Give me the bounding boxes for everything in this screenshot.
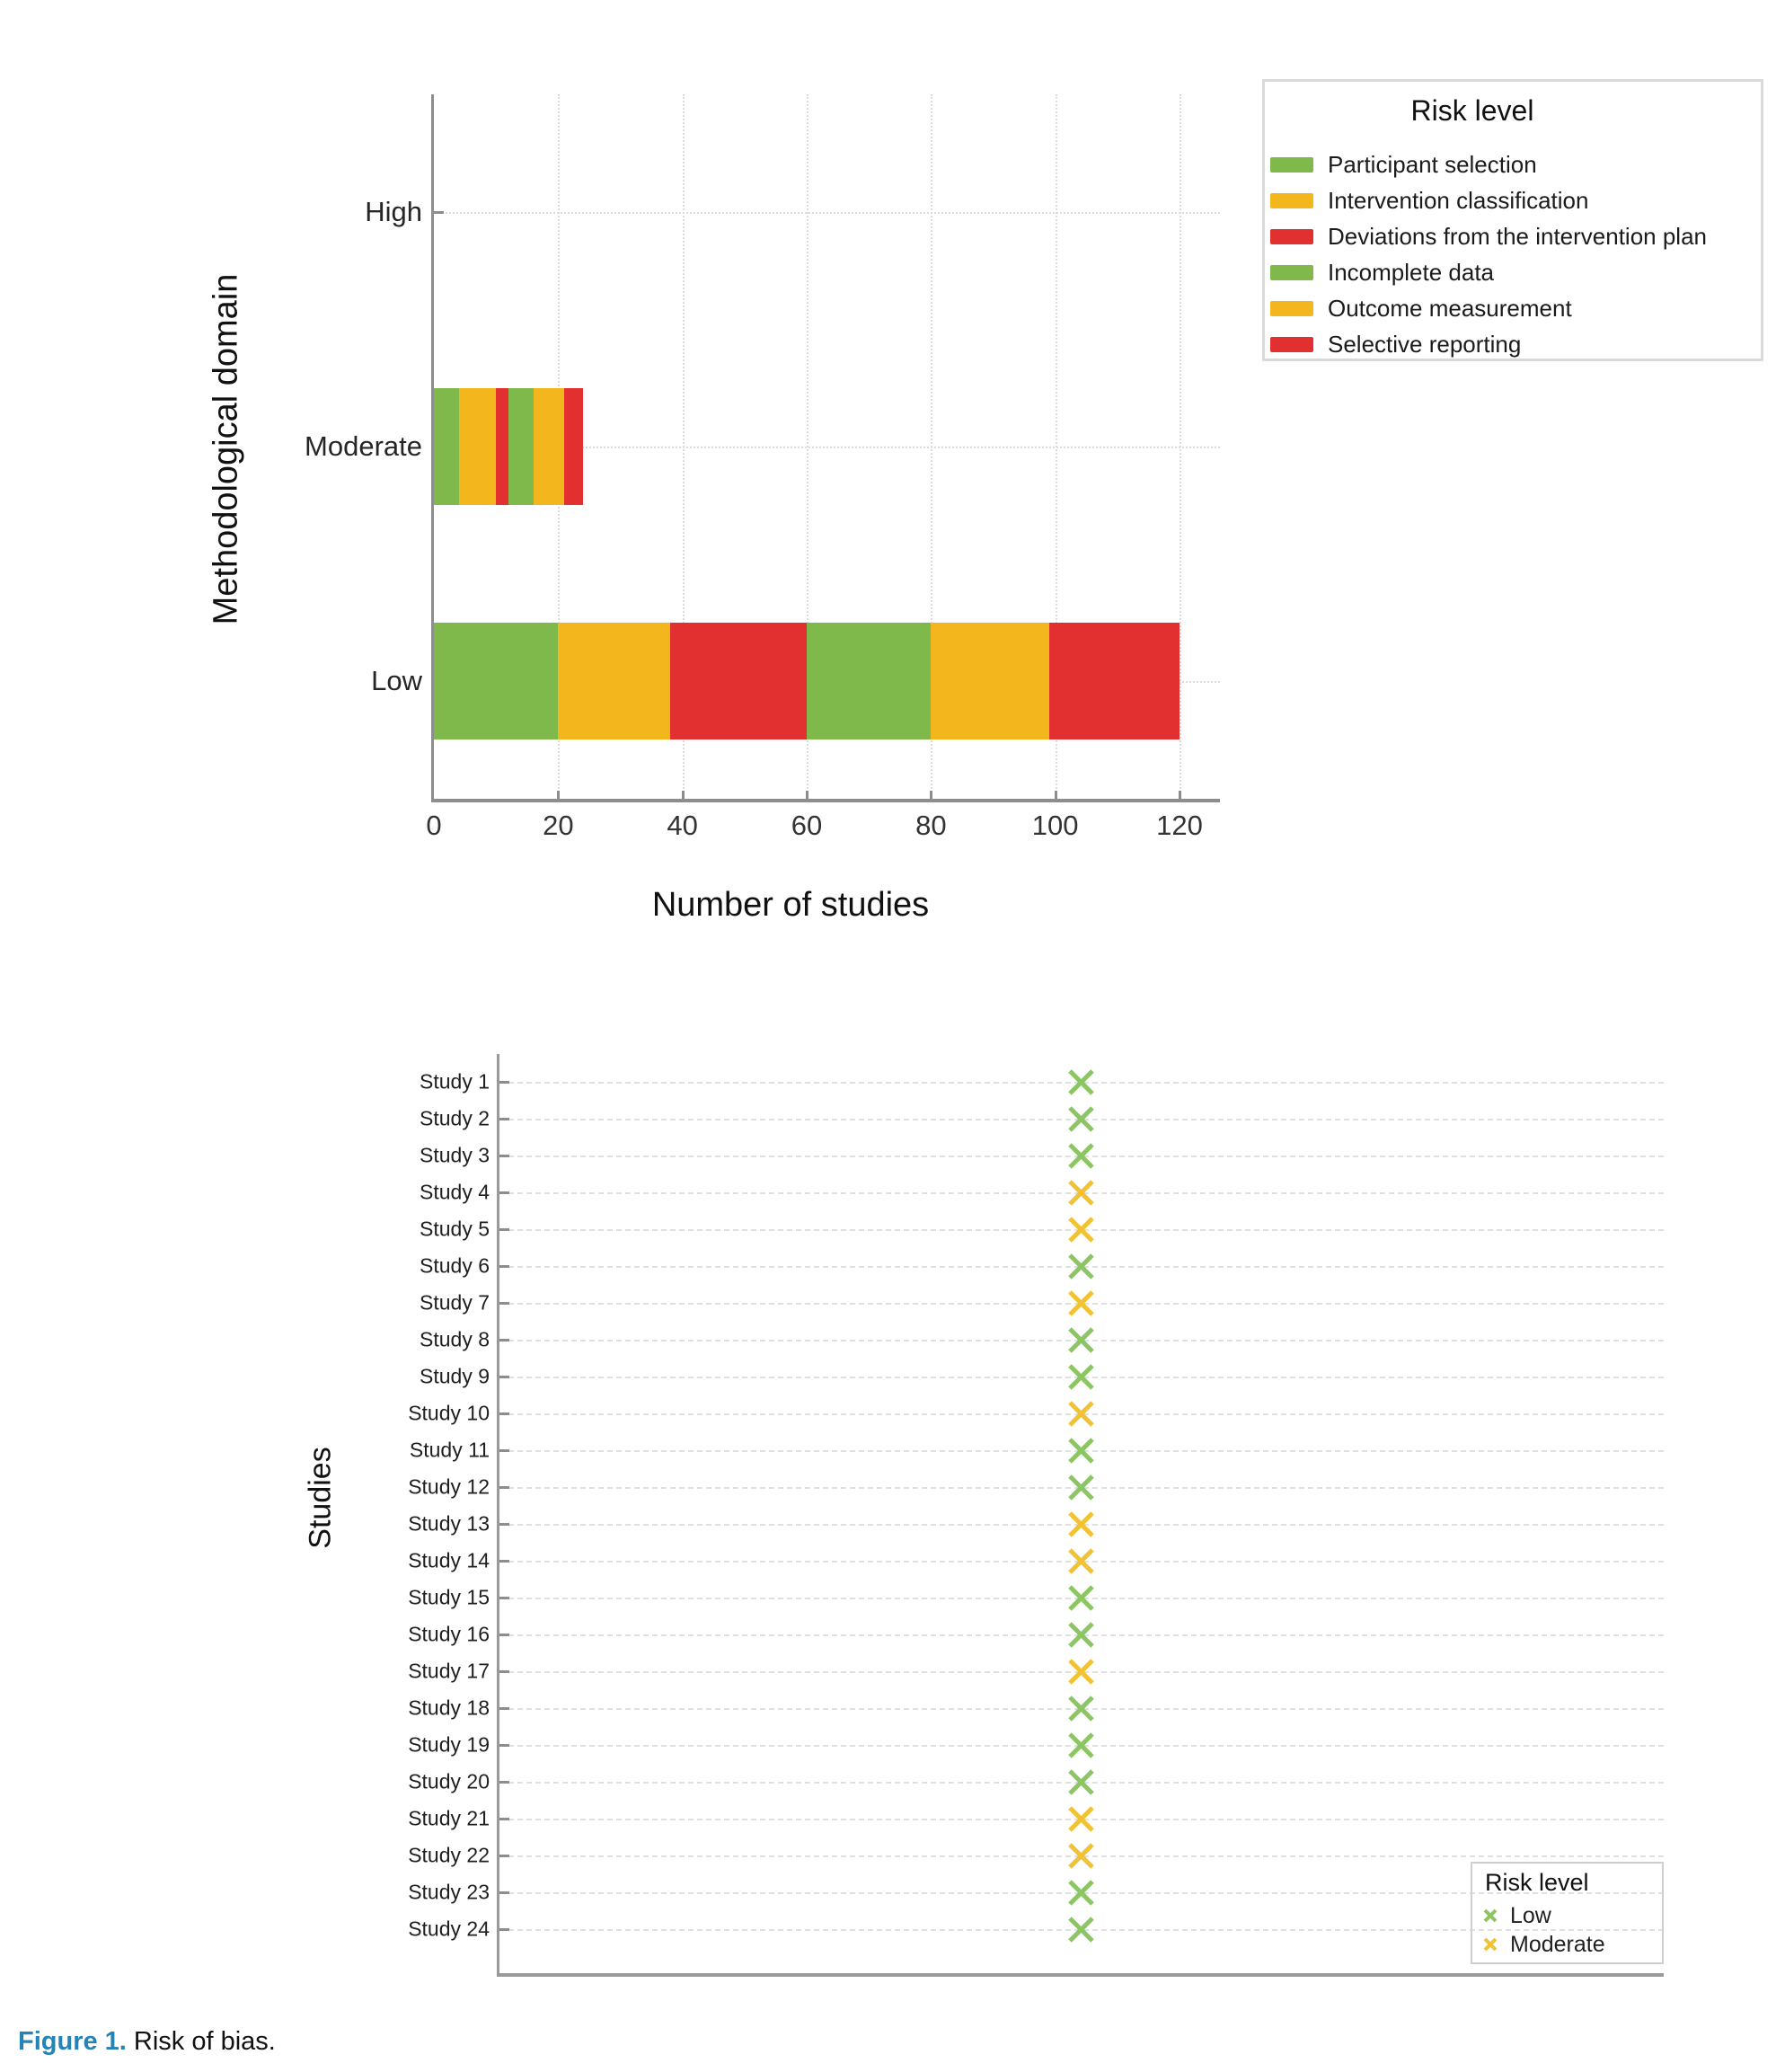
y-axis-tick [499,1818,509,1820]
y-axis-tick [499,1449,509,1452]
study-label-study-24: Study 24 [408,1917,490,1941]
x-icon [1065,1214,1097,1245]
legend-item-incomplete-data [1270,254,1755,290]
y-axis-tick [499,1339,509,1341]
study-label-study-16: Study 16 [408,1622,490,1646]
x-tick-label: 100 [1031,810,1079,841]
x-axis-tick [930,791,932,799]
bottom-legend [1471,1862,1664,1964]
legend-item-low [1481,1901,1662,1930]
x-icon [1065,1545,1097,1577]
bar-segment-outcome-measurement [534,388,565,505]
x-marker-study-4-moderate [1065,1177,1097,1209]
x-marker-study-14-moderate [1065,1545,1097,1577]
y-axis-tick [434,211,444,214]
legend-swatch [1270,265,1313,280]
x-marker-study-9-low [1065,1361,1097,1393]
x-marker-study-6-low [1065,1251,1097,1282]
y-axis-tick [499,1228,509,1231]
bar-segment-incomplete-data [807,623,931,739]
bar-segment-deviations-from-the-intervention-plan [670,623,807,739]
legend-swatch [1270,229,1313,244]
y-axis-tick [499,1081,509,1084]
legend-item-participant-selection [1270,146,1755,182]
study-label-study-15: Study 15 [408,1585,490,1609]
x-marker-study-17-moderate [1065,1656,1097,1687]
study-label-study-2: Study 2 [420,1106,490,1130]
top-plot-panel [431,94,1220,802]
x-icon [1065,1324,1097,1356]
x-icon [1065,1067,1097,1098]
bottom-y-axis-title: Studies [303,1447,338,1549]
y-axis-tick [499,1928,509,1931]
x-icon [1065,1656,1097,1687]
x-icon [1065,1509,1097,1540]
x-icon [1065,1803,1097,1835]
bottom-legend-title: Risk level [1485,1869,1589,1896]
study-label-study-12: Study 12 [408,1474,490,1499]
x-marker-study-20-low [1065,1767,1097,1798]
study-label-study-21: Study 21 [408,1806,490,1830]
x-marker-study-24-low [1065,1914,1097,1945]
legend-item-label: Participant selection [1328,150,1537,178]
x-icon [1065,1251,1097,1282]
y-axis-tick [499,1707,509,1710]
legend-item-deviations-from-the-intervention-plan [1270,218,1755,254]
top-legend-title: Risk level [1410,94,1534,127]
x-axis-tick [806,791,808,799]
x-marker-swatch [1481,1935,1499,1953]
x-icon [1065,1177,1097,1209]
x-icon [1065,1435,1097,1466]
legend-item-label: Moderate [1510,1931,1605,1957]
x-icon [1065,1582,1097,1614]
top-legend-items [1270,146,1755,362]
study-label-study-4: Study 4 [420,1180,490,1204]
study-label-study-8: Study 8 [420,1327,490,1351]
study-label-study-5: Study 5 [420,1217,490,1241]
y-axis-tick [499,1781,509,1784]
bar-segment-deviations-from-the-intervention-plan [496,388,508,505]
bar-segment-participant-selection [434,623,558,739]
x-marker-study-16-low [1065,1619,1097,1651]
x-icon [1065,1361,1097,1393]
x-icon [1065,1398,1097,1430]
x-icon [1065,1288,1097,1319]
y-axis-tick [499,1118,509,1120]
legend-item-outcome-measurement [1270,290,1755,326]
category-label-low: Low [371,665,422,696]
bar-segment-intervention-classification [459,388,497,505]
x-axis-tick [682,791,685,799]
y-axis-tick [499,1376,509,1378]
legend-swatch [1270,193,1313,208]
x-tick-label: 80 [915,810,947,841]
x-marker-study-18-low [1065,1693,1097,1724]
legend-item-label: Intervention classification [1328,186,1589,214]
y-axis-tick [499,1670,509,1673]
legend-item-label: Low [1510,1902,1551,1928]
bar-segment-incomplete-data [508,388,534,505]
x-marker-study-7-moderate [1065,1288,1097,1319]
y-axis-tick [499,1523,509,1526]
bottom-plot-panel [497,1054,1664,1977]
study-label-study-13: Study 13 [408,1511,490,1536]
x-marker-study-13-moderate [1065,1509,1097,1540]
x-tick-label: 0 [426,810,442,841]
legend-item-label: Incomplete data [1328,258,1495,286]
x-marker-study-15-low [1065,1582,1097,1614]
legend-swatch [1270,157,1313,173]
x-marker-study-12-low [1065,1472,1097,1503]
x-icon [1065,1619,1097,1651]
x-marker-study-1-low [1065,1067,1097,1098]
y-axis-tick [499,1302,509,1305]
bar-segment-outcome-measurement [931,623,1048,739]
study-label-study-6: Study 6 [420,1253,490,1278]
study-label-study-19: Study 19 [408,1732,490,1757]
x-icon [1065,1140,1097,1172]
x-icon [1065,1877,1097,1908]
x-icon [1065,1472,1097,1503]
x-marker-study-5-moderate [1065,1214,1097,1245]
bar-segment-intervention-classification [558,623,670,739]
y-gridline [434,212,1220,214]
y-axis-tick [499,1486,509,1489]
x-tick-label: 120 [1156,810,1203,841]
top-x-axis-title: Number of studies [651,886,930,924]
x-icon [1065,1730,1097,1761]
study-label-study-17: Study 17 [408,1659,490,1683]
figure-caption [18,2027,276,2057]
top-y-axis-title: Methodological domain [207,273,245,625]
x-icon [1481,1935,1499,1953]
y-axis-tick [499,1744,509,1747]
study-label-study-14: Study 14 [408,1548,490,1572]
x-marker-study-3-low [1065,1140,1097,1172]
x-marker-study-11-low [1065,1435,1097,1466]
x-tick-label: 40 [667,810,698,841]
top-legend [1262,79,1763,361]
x-tick-label: 60 [791,810,823,841]
legend-item-intervention-classification [1270,182,1755,218]
x-icon [1065,1693,1097,1724]
study-label-study-3: Study 3 [420,1143,490,1167]
y-axis-tick [499,1891,509,1894]
y-axis-tick [499,1560,509,1563]
legend-item-label: Deviations from the intervention plan [1328,222,1708,250]
study-label-study-11: Study 11 [409,1438,490,1462]
x-marker-study-10-moderate [1065,1398,1097,1430]
x-marker-study-19-low [1065,1730,1097,1761]
x-axis-tick [1055,791,1057,799]
legend-item-label: Selective reporting [1328,330,1522,358]
y-axis-tick [499,1634,509,1636]
category-label-high: High [365,196,422,227]
x-marker-study-8-low [1065,1324,1097,1356]
y-axis-tick [499,1855,509,1857]
figure-caption-text: Risk of bias. [126,2027,276,2056]
study-label-study-23: Study 23 [408,1880,490,1904]
y-axis-tick [499,1155,509,1157]
x-tick-label: 20 [543,810,574,841]
study-label-study-22: Study 22 [408,1843,490,1867]
x-marker-study-2-low [1065,1103,1097,1135]
x-axis-tick [557,791,560,799]
legend-item-selective-reporting [1270,326,1755,362]
x-marker-study-21-moderate [1065,1803,1097,1835]
bar-segment-participant-selection [434,388,459,505]
study-label-study-20: Study 20 [408,1769,490,1793]
x-icon [1065,1767,1097,1798]
legend-item-moderate [1481,1930,1662,1959]
legend-swatch [1270,301,1313,316]
study-label-study-1: Study 1 [420,1069,490,1094]
x-icon [1065,1103,1097,1135]
x-icon [1481,1907,1499,1925]
y-axis-tick [499,1191,509,1194]
bar-segment-selective-reporting [564,388,583,505]
x-icon [1065,1914,1097,1945]
y-axis-tick [499,1265,509,1268]
y-axis-tick [499,1597,509,1599]
legend-item-label: Outcome measurement [1328,294,1572,322]
study-label-study-10: Study 10 [408,1401,490,1425]
x-axis-tick [1179,791,1181,799]
x-marker-study-22-moderate [1065,1840,1097,1872]
legend-swatch [1270,337,1313,352]
study-label-study-9: Study 9 [420,1364,490,1388]
study-label-study-7: Study 7 [420,1290,490,1315]
bottom-legend-items [1481,1901,1662,1959]
study-label-study-18: Study 18 [408,1696,490,1720]
y-axis-tick [499,1412,509,1415]
x-icon [1065,1840,1097,1872]
bar-segment-selective-reporting [1049,623,1180,739]
category-label-moderate: Moderate [305,430,422,462]
x-marker-study-23-low [1065,1877,1097,1908]
figure-caption-label: Figure 1. [18,2027,127,2056]
x-marker-swatch [1481,1907,1499,1925]
